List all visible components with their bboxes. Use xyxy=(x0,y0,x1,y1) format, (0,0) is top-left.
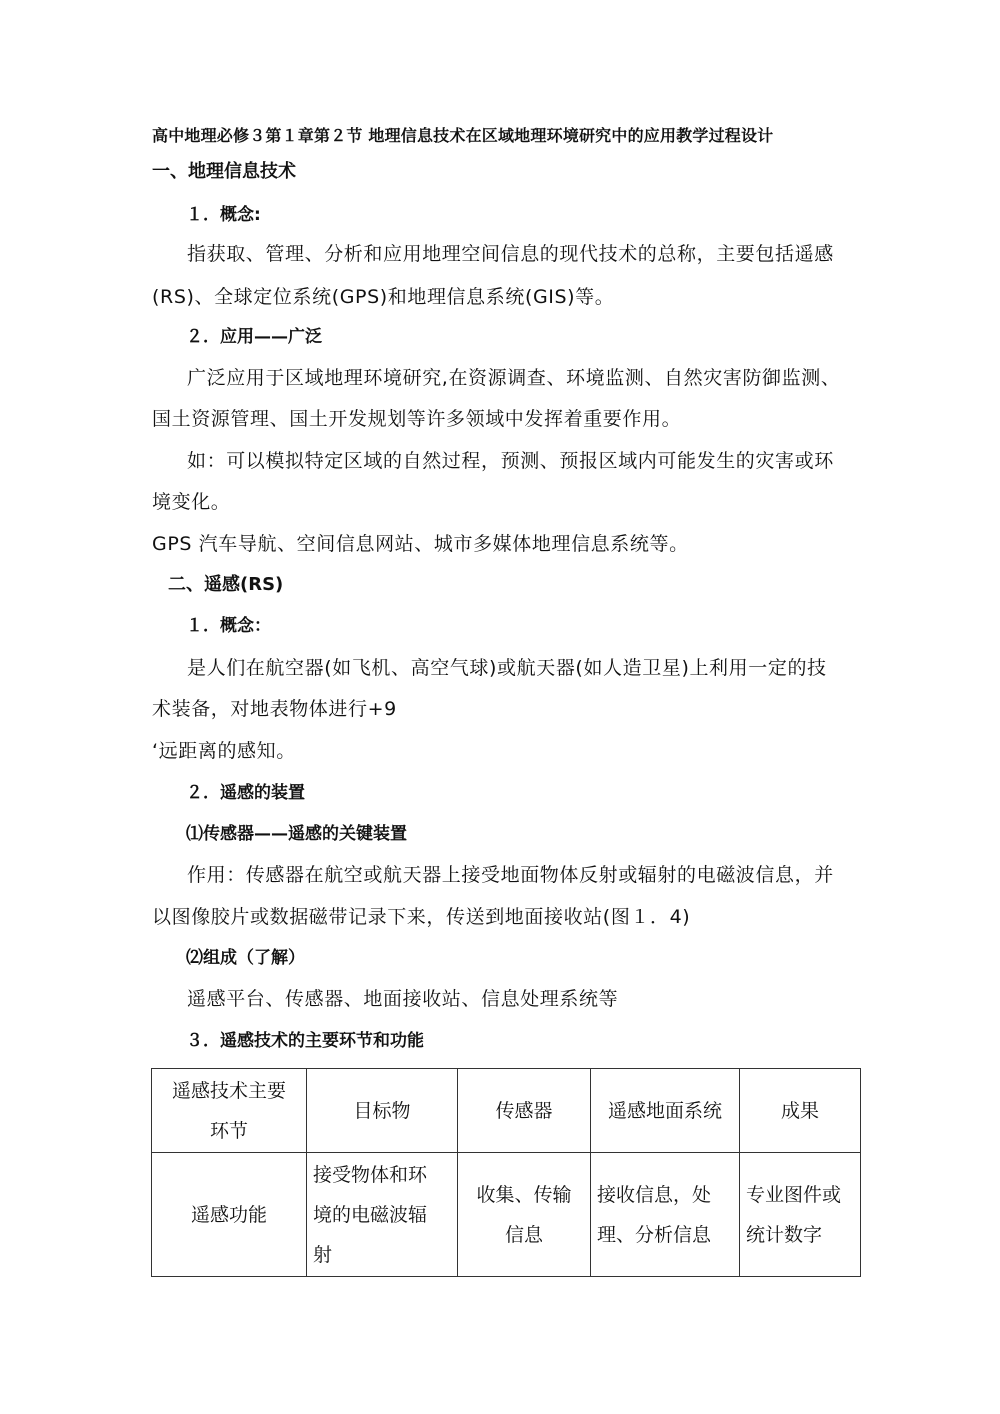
section-2-concept-heading: １．概念： xyxy=(186,616,271,636)
paragraph-line: 指获取、管理、分析和应用地理空间信息的现代技术的总称，主要包括遥感 xyxy=(187,243,834,265)
cell-text: 接受物体和环 xyxy=(313,1163,428,1186)
cell-text: 射 xyxy=(313,1243,333,1266)
table-cell xyxy=(740,1153,861,1277)
paragraph-line: (RS)、全球定位系统(GPS)和地理信息系统(GIS)等。 xyxy=(152,286,615,308)
table-row xyxy=(152,1153,861,1277)
section-2-process-heading: ３．遥感技术的主要环节和功能 xyxy=(186,1031,424,1051)
table-cell xyxy=(458,1153,591,1277)
table-header-cell: 传感器 xyxy=(458,1069,591,1153)
cell-text: 专业图件或 xyxy=(746,1183,842,1206)
cell-text: 环节 xyxy=(209,1119,248,1142)
cell-text: 境的电磁波辐 xyxy=(313,1203,428,1226)
section-1-concept-heading: １．概念: xyxy=(186,205,261,225)
paragraph-line: 遥感平台、传感器、地面接收站、信息处理系统等 xyxy=(187,988,619,1010)
paragraph-line: 作用：传感器在航空或航天器上接受地面物体反射或辐射的电磁波信息，并 xyxy=(187,864,834,886)
table-header-cell: 成果 xyxy=(740,1069,861,1153)
section-1-heading: 一、地理信息技术 xyxy=(152,161,296,182)
table-header-cell: 目标物 xyxy=(307,1069,458,1153)
sensor-heading: ⑴传感器——遥感的关键装置 xyxy=(186,824,407,844)
section-2-device-heading: ２．遥感的装置 xyxy=(186,783,305,803)
paragraph-line: 术装备，对地表物体进行+9 xyxy=(152,698,397,720)
paragraph-line: 国土资源管理、国土开发规划等许多领域中发挥着重要作用。 xyxy=(152,408,682,430)
paragraph-line: 如：可以模拟特定区域的自然过程，预测、预报区域内可能发生的灾害或环 xyxy=(187,450,834,472)
paragraph-line: 是人们在航空器(如飞机、高空气球)或航天器(如人造卫星)上利用一定的技 xyxy=(187,657,827,679)
paragraph-line: 广泛应用于区域地理环境研究,在资源调查、环境监测、自然灾害防御监测、 xyxy=(187,367,841,389)
cell-text: 遥感技术主要 xyxy=(171,1079,286,1102)
document-title: 高中地理必修３第１章第２节 地理信息技术在区域地理环境研究中的应用教学过程设计 xyxy=(152,126,774,145)
paragraph-line: 境变化。 xyxy=(152,491,231,513)
table-header-cell: 遥感地面系统 xyxy=(591,1069,740,1153)
remote-sensing-table xyxy=(151,1068,861,1277)
table-header-row xyxy=(152,1069,861,1153)
cell-text: 接收信息，处 xyxy=(597,1183,712,1206)
table-header-cell xyxy=(152,1069,307,1153)
cell-text: 统计数字 xyxy=(746,1223,823,1246)
table-cell xyxy=(307,1153,458,1277)
table-cell: 遥感功能 xyxy=(152,1153,307,1277)
cell-text: 信息 xyxy=(504,1223,543,1246)
section-1-application-heading: ２．应用——广泛 xyxy=(186,327,322,347)
paragraph-line: 以图像胶片或数据磁带记录下来，传送到地面接收站(图１．4) xyxy=(152,906,691,928)
section-2-heading: 二、遥感(RS) xyxy=(168,574,284,595)
paragraph-line: GPS 汽车导航、空间信息网站、城市多媒体地理信息系统等。 xyxy=(152,533,689,555)
composition-heading: ⑵组成（了解） xyxy=(186,948,305,968)
paragraph-line: ‘远距离的感知。 xyxy=(152,740,296,762)
cell-text: 理、分析信息 xyxy=(597,1223,712,1246)
table-cell xyxy=(591,1153,740,1277)
cell-text: 收集、传输 xyxy=(476,1183,572,1206)
